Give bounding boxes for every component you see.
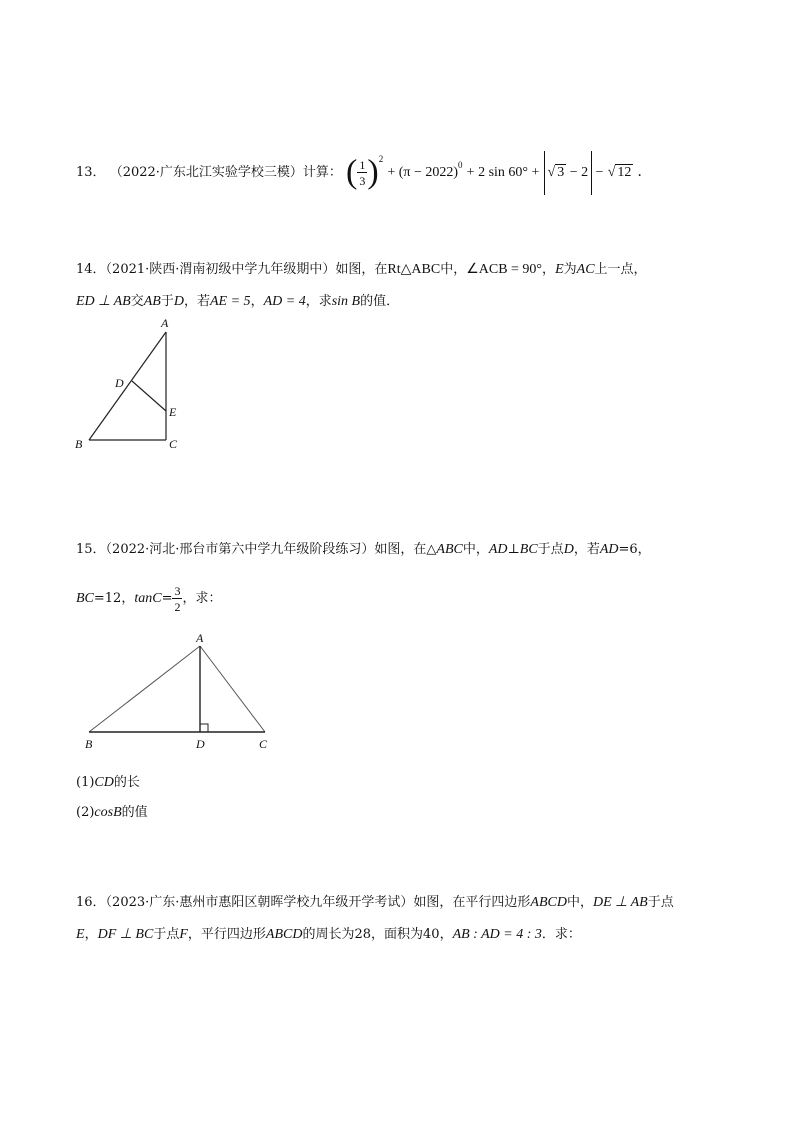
q15-sub-question-2: (2)cosB的值	[76, 805, 148, 820]
q15-sub-question-1: (1)CD的长	[76, 775, 140, 790]
q14-label-e: E	[169, 405, 177, 419]
q13-source: （2022·广东北江实验学校三模）计算：	[109, 165, 342, 180]
q13-exponent-0: 0	[458, 160, 463, 170]
question-16-line-1: 16．（2023·广东·惠州市惠阳区朝晖学校九年级开学考试）如图，在平行四边形ABCD中，DE ⊥ AB于点	[76, 895, 674, 910]
q13-absolute-value: √ 3 − 2	[544, 151, 593, 195]
question-15-line-1: 15．（2022·河北·邢台市第六中学九年级阶段练习）如图，在△ABC中，AD⊥BC于点D，若AD=6，	[76, 542, 651, 557]
q15-fraction: $\frac{3}{2}$	[174, 583, 181, 614]
q15-segment-ab	[89, 646, 200, 732]
q13-sqrt12: √ 12	[607, 165, 632, 180]
q14-triangle-figure	[60, 310, 200, 460]
q15-label-d: D	[196, 737, 205, 751]
q15-label-c: C	[259, 737, 268, 751]
q14-label-d: D	[115, 376, 124, 390]
question-16-line-2: E，DF ⊥ BC于点F，平行四边形ABCD的周长为28，面积为40，AB : AD = 4 : 3．求：	[76, 927, 581, 942]
q14-label-c: C	[169, 437, 178, 451]
q14-label-b: B	[75, 437, 83, 451]
q15-right-angle-marker	[200, 724, 208, 732]
q13-expr-mid: + (π − 2022)	[387, 165, 459, 180]
question-15-line-2: BC=12，tanC= $\frac{3}{2}$ ，求：	[76, 583, 222, 614]
q15-triangle-figure	[76, 628, 286, 753]
q13-fraction: $\frac{1}{3}$	[359, 157, 366, 188]
q13-expr-sin: + 2 sin 60° +	[466, 165, 540, 180]
q15-label-a: A	[196, 631, 204, 645]
question-14-line-1: 14．（2021·陕西·渭南初级中学九年级期中）如图，在Rt△ABC中，∠ACB = 90°，E为AC上一点，	[76, 262, 647, 277]
q15-segment-ac	[200, 646, 265, 732]
q14-label-a: A	[161, 316, 169, 330]
q13-number: 13．	[76, 165, 106, 180]
q14-segment-ab	[89, 332, 166, 440]
question-13: 13． （2022·广东北江实验学校三模）计算： ( $\frac{1}{3}$ )$^2 + (\pi - 2022)^0 + 2$ sin 60° + √ 3 − 2 − √ 12 ．	[76, 139, 652, 195]
q13-exponent-2: 2	[378, 154, 384, 164]
question-14-line-2: ED ⊥ AB交AB于D，若AE = 5，AD = 4，求sin B的值．	[76, 294, 400, 309]
q14-segment-de	[132, 381, 166, 411]
q15-label-b: B	[85, 737, 93, 751]
